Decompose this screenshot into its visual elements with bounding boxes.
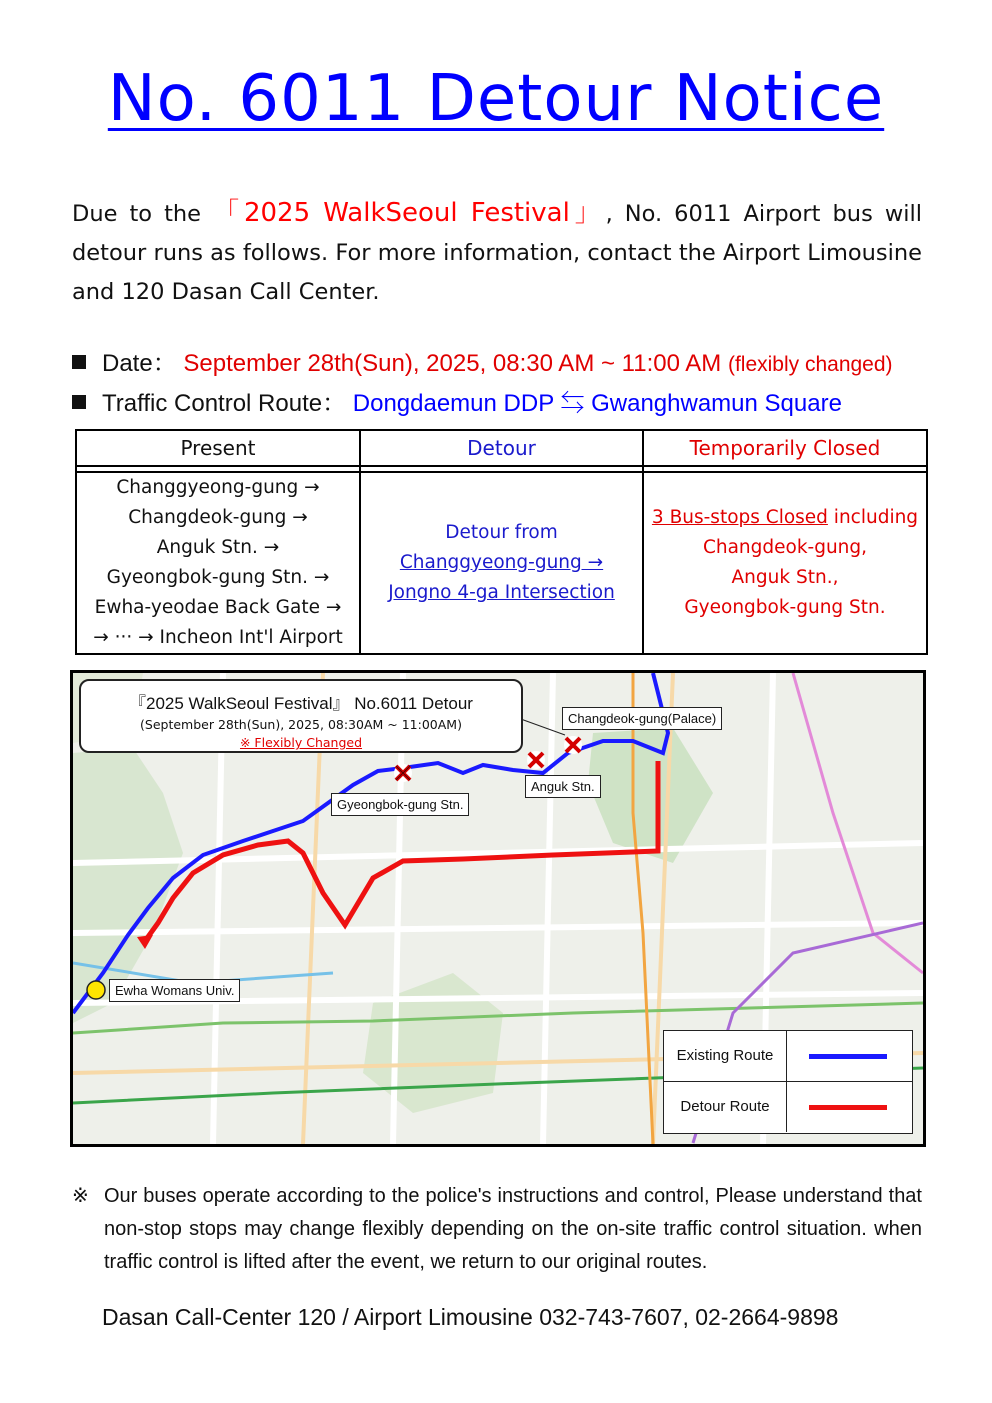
present-route-cell xyxy=(76,472,360,654)
intro-before: Due to the xyxy=(72,201,214,227)
footnote-text: Our buses operate according to the police's instructions and control, Please understand that non-stop stops may change flexibly depending on the on-site traffic control situation. when traffic control is lifted after the event, we return to our original routes. xyxy=(104,1185,922,1273)
closed-stop: Gyeongbok-gung Stn. xyxy=(684,597,886,618)
route-table xyxy=(75,429,928,655)
intro-after: , No. 6011 Airport bus will detour runs as follows. For more information, contact the Airport Limousine and 120 Dasan Call Center. xyxy=(72,201,922,305)
present-stop: Changdeok-gung → xyxy=(128,507,308,528)
legend-existing-swatch xyxy=(809,1054,887,1059)
closed-stop: Anguk Stn., xyxy=(731,567,839,588)
map-title-box xyxy=(79,679,523,753)
route-map xyxy=(70,670,926,1147)
map-title: 『2025 WalkSeoul Festival』 No.6011 Detour xyxy=(129,694,473,713)
header-closed: Temporarily Closed xyxy=(643,430,927,466)
reference-mark-icon: ※ xyxy=(72,1185,89,1207)
legend-detour-label: Detour Route xyxy=(664,1082,787,1132)
contact-info: Dasan Call-Center 120 / Airport Limousine 032-743-7607, 02-2664-9898 xyxy=(102,1304,839,1330)
label-anguk: Anguk Stn. xyxy=(525,775,601,798)
detour-line: Jongno 4-ga Intersection xyxy=(388,582,615,603)
closed-including: including xyxy=(827,507,919,528)
map-subtitle: (September 28th(Sun), 2025, 08:30AM ~ 11:00AM) xyxy=(140,717,462,732)
closed-stop: Changdeok-gung, xyxy=(702,537,868,558)
map-flex-note: ※ Flexibly Changed xyxy=(239,735,363,750)
detour-line: Changgyeong-gung → xyxy=(399,552,604,573)
detour-line: Detour from xyxy=(445,522,558,543)
square-bullet-icon xyxy=(72,395,86,409)
legend-detour xyxy=(664,1082,912,1132)
present-stop: → ··· → Incheon Int'l Airport xyxy=(93,627,343,648)
date-line xyxy=(72,343,893,378)
intro-paragraph xyxy=(72,194,922,312)
ewha-stop-icon xyxy=(87,981,105,999)
present-stop: Changgyeong-gung → xyxy=(116,477,320,498)
present-stop: Anguk Stn. → xyxy=(156,537,280,558)
traffic-control-label: Traffic Control Route： xyxy=(102,390,347,417)
label-changdeok: Changdeok-gung(Palace) xyxy=(562,707,722,730)
detour-route-cell xyxy=(360,472,643,654)
label-ewha: Ewha Womans Univ. xyxy=(109,979,240,1002)
page-title: No. 6011 Detour Notice xyxy=(107,62,885,136)
closed-stop-icon xyxy=(564,736,582,754)
square-bullet-icon xyxy=(72,355,86,369)
closed-count: 3 Bus-stops Closed xyxy=(651,507,828,528)
label-gyeongbok: Gyeongbok-gung Stn. xyxy=(331,793,469,816)
closed-summary xyxy=(644,503,926,533)
closed-stop-icon xyxy=(527,751,545,769)
present-stop: Gyeongbok-gung Stn. → xyxy=(106,567,330,588)
legend-existing xyxy=(664,1031,912,1082)
footnote xyxy=(72,1180,922,1279)
closed-stops-cell xyxy=(643,472,927,654)
map-legend xyxy=(663,1030,913,1134)
event-name: 「2025 WalkSeoul Festival」 xyxy=(213,198,606,228)
closed-stop-icon xyxy=(394,764,412,782)
legend-existing-label: Existing Route xyxy=(664,1031,787,1081)
date-note: (flexibly changed) xyxy=(727,353,893,376)
traffic-control-line xyxy=(72,383,842,418)
present-stop: Ewha-yeodae Back Gate → xyxy=(94,597,342,618)
date-label: Date： xyxy=(102,350,177,377)
header-detour: Detour xyxy=(360,430,643,466)
traffic-control-value: Dongdaemun DDP ⇆ Gwanghwamun Square xyxy=(352,390,842,417)
date-value: September 28th(Sun), 2025, 08:30 AM ~ 11:00 AM xyxy=(183,350,722,377)
header-present: Present xyxy=(76,430,360,466)
legend-detour-swatch xyxy=(809,1105,887,1110)
